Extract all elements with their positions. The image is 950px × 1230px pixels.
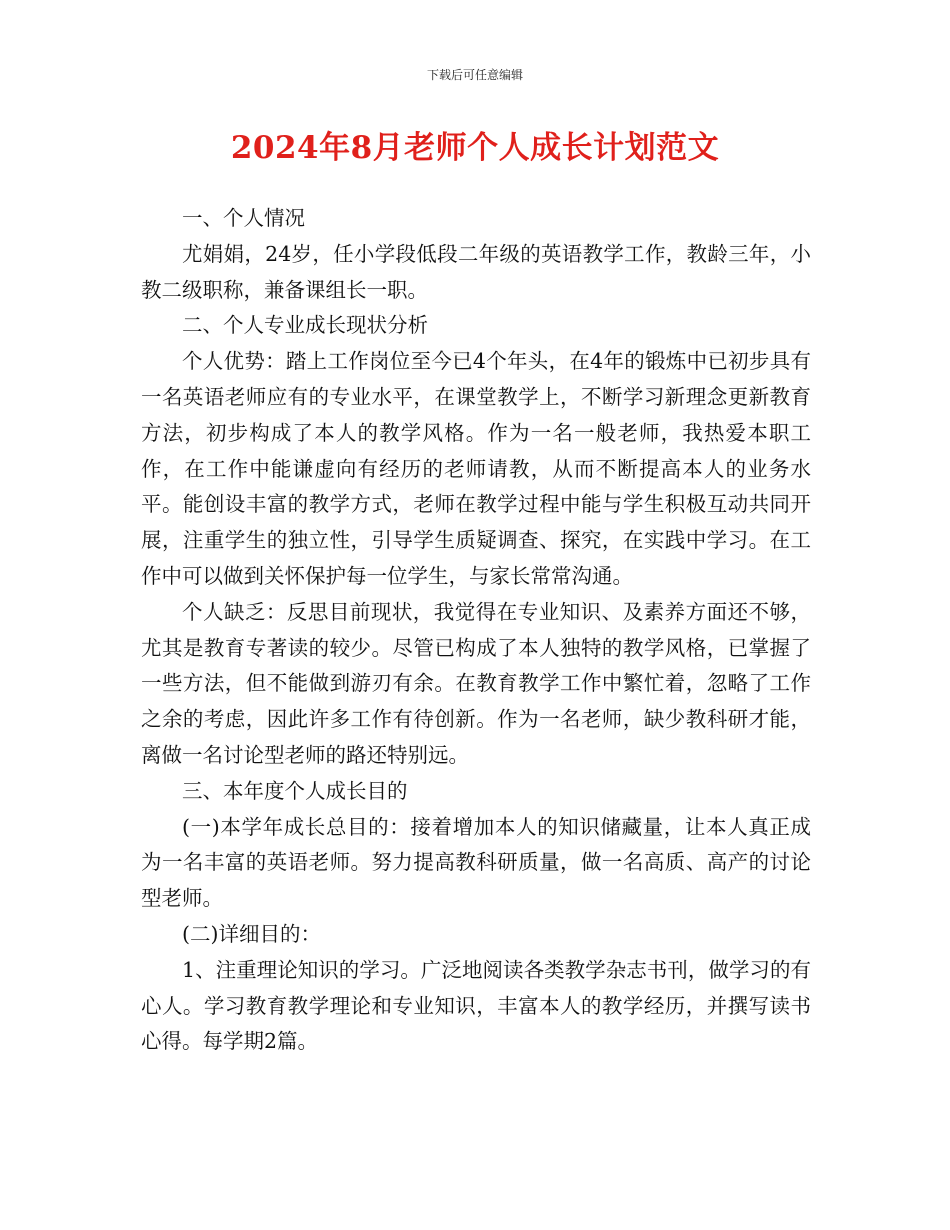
paragraph-strengths: 个人优势：踏上工作岗位至今已4个年头，在4年的锻炼中已初步具有一名英语老师应有的专业水平，在课堂教学上，不断学习新理念更新教育方法，初步构成了本人的教学风格。作为一名一般老师，我热爱本职工作，在工作中能谦虚向有经历的老师请教，从而不断提高本人的业务水平。能创设丰富的教学方式，老师在教学过程中能与学生积极互动共同开展，注重学生的独立性，引导学生质疑调查、探究，在实践中学习。在工作中可以做到关怀保护每一位学生，与家长常常沟通。: [141, 349, 811, 588]
paragraph-goal-1: 1、注重理论知识的学习。广泛地阅读各类教学杂志书刊，做学习的有心人。学习教育教学理论和专业知识，丰富本人的教学经历，并撰写读书心得。每学期2篇。: [141, 957, 811, 1054]
paragraph-overall-goal: (一)本学年成长总目的：接着增加本人的知识储藏量，让本人真正成为一名丰富的英语老师。努力提高教科研质量，做一名高质、高产的讨论型老师。: [141, 814, 811, 911]
section-heading-annual-goals: 三、本年度个人成长目的: [182, 778, 408, 803]
document-title: 2024年8月老师个人成长计划范文: [230, 130, 720, 166]
header-note: 下载后可任意编辑: [426, 68, 523, 82]
subheading-detailed-goals: (二)详细目的：: [182, 921, 321, 946]
paragraph-weaknesses: 个人缺乏：反思目前现状，我觉得在专业知识、及素养方面还不够，尤其是教育专著读的较少。尽管已构成了本人独特的教学风格，已掌握了一些方法，但不能做到游刃有余。在教育教学工作中繁忙着，忽略了工作之余的考虑，因此许多工作有待创新。作为一名老师，缺少教科研才能，离做一名讨论型老师的路还特别远。: [141, 599, 811, 767]
section-heading-personal-info: 一、个人情况: [182, 206, 305, 230]
document-body: [141, 201, 811, 1060]
section-heading-status-analysis: 二、个人专业成长现状分析: [182, 313, 428, 338]
paragraph-personal-info: 尤娟娟，24岁，任小学段低段二年级的英语教学工作，教龄三年，小教二级职称，兼备课组长一职。: [141, 241, 811, 302]
